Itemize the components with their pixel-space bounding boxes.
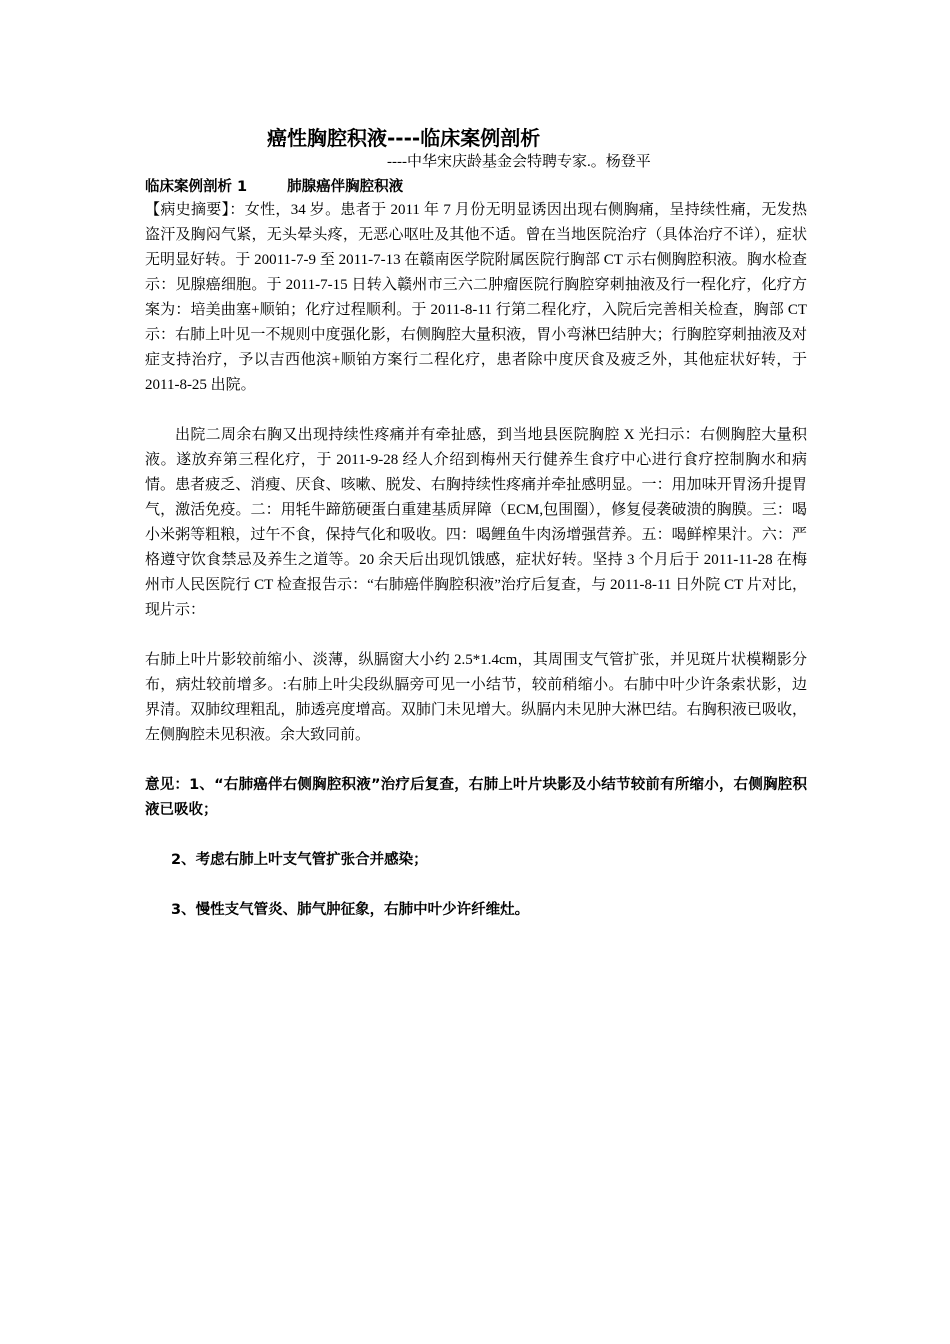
- history-summary-paragraph: 【病史摘要】：女性，34 岁。患者于 2011 年 7 月份无明显诱因出现右侧胸痛，呈持续性痛，无发热盗汗及胸闷气紧，无头晕头疼，无恶心呕吐及其他不适。曾在当地医院治疗（具体治疗不详），症状无明显好转。于 20011-7-9 至 2011-7-13 在赣南医学院附属医院行胸部 CT 示右侧胸腔积液。胸水检查示：见腺癌细胞。于 2011-7-15 日转入赣州市三六二肿瘤医院行胸腔穿刺抽液及行一程化疗，化疗方案为：培美曲塞+顺铂；化疗过程顺利。于 2011-8-11 行第二程化疗，入院后完善相关检查，胸部 CT 示：右肺上叶见一不规则中度强化影，右侧胸腔大量积液，胃小弯淋巴结肿大；行胸腔穿刺抽液及对症支持治疗，予以吉西他滨+顺铂方案行二程化疗，患者除中度厌食及疲乏外，其他症状好转，于 2011-8-25 出院。: [145, 202, 807, 393]
- ct-findings-paragraph: 右肺上叶片影较前缩小、淡薄，纵膈窗大小约 2.5*1.4cm，其周围支气管扩张，并见斑片状模糊影分布，病灶较前增多。:右肺上叶尖段纵膈旁可见一小结节，较前稍缩小。右肺中叶少许条索状影，边界清。双肺纹理粗乱，肺透亮度增高。双肺门未见增大。纵膈内未见肿大淋巴结。右胸积液已吸收，左侧胸腔未见积液。余大致同前。: [145, 652, 807, 743]
- opinion-item-3: 3、慢性支气管炎、肺气肿征象，右肺中叶少许纤维灶。: [171, 902, 530, 918]
- opinion-item-2: 2、考虑右肺上叶支气管扩张合并感染；: [171, 852, 428, 868]
- followup-paragraph: 出院二周余右胸又出现持续性疼痛并有牵扯感，到当地县医院胸腔 X 光扫示：右侧胸腔大量积液。遂放弃第三程化疗，于 2011-9-28 经人介绍到梅州天行健养生食疗中心进行食疗控制胸水和病情。患者疲乏、消瘦、厌食、咳嗽、脱发、右胸持续性疼痛并牵扯感明显。一：用加味开胃汤升提胃气，激活免疫。二：用牦牛蹄筋硬蛋白重建基质屏障（ECM,包围圈），修复侵袭破溃的胸膜。三：喝小米粥等粗粮，过午不食，保持气化和吸收。四：喝鲤鱼牛肉汤增强营养。五：喝鲜榨果汁。六：严格遵守饮食禁忌及养生之道等。20 余天后出现饥饿感，症状好转。坚持 3 个月后于 2011-11-28 在梅州市人民医院行 CT 检查报告示：“右肺癌伴胸腔积液”治疗后复查，与 2011-8-11 日外院 CT 片对比，现片示：: [145, 427, 807, 618]
- case-name: 肺腺癌伴胸腔积液: [287, 179, 404, 195]
- document-author-line: ----中华宋庆龄基金会特聘专家.。杨登平: [387, 154, 651, 170]
- case-heading: [145, 176, 807, 198]
- case-number: 临床案例剖析 1: [145, 179, 248, 195]
- document-body: [145, 124, 807, 923]
- opinion-item-1: 意见：1、“右肺癌伴右侧胸腔积液”治疗后复查，右肺上叶片块影及小结节较前有所缩小，右侧胸腔积液已吸收；: [145, 777, 807, 818]
- document-title: 癌性胸腔积液----临床案例剖析: [267, 126, 541, 150]
